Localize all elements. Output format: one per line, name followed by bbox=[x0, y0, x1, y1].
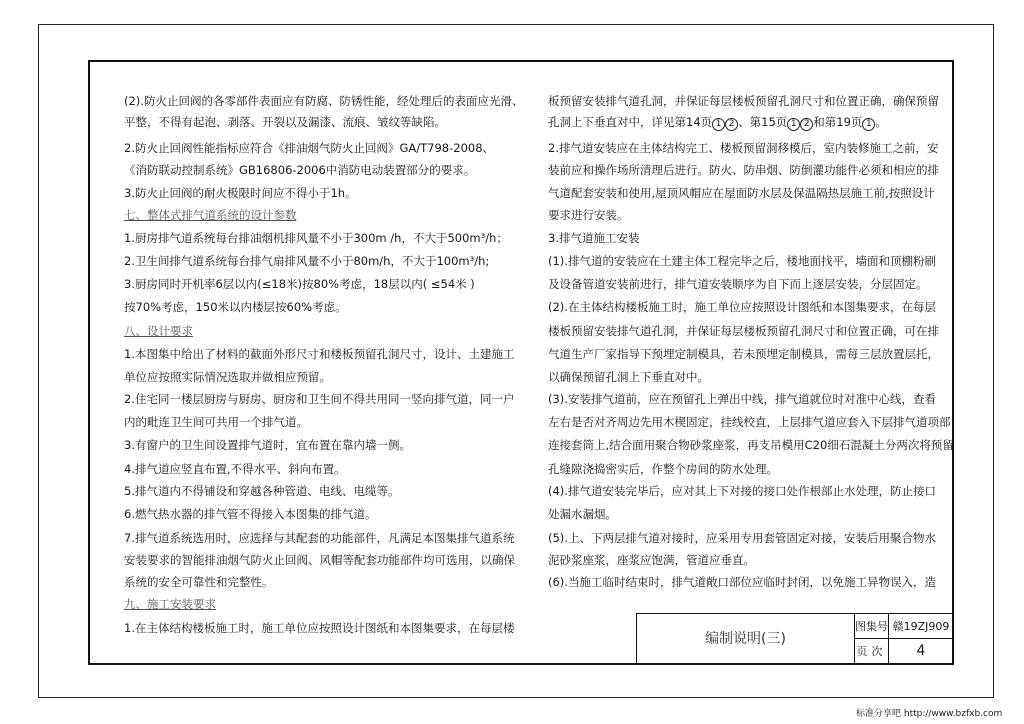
text-line: 2.排气道安装应在主体结构完工、楼板预留洞移模后，室内装修施工之前，安 bbox=[548, 141, 939, 155]
text-line: 3.防火止回阀的耐火极限时间应不得小于1h。 bbox=[124, 186, 357, 200]
section-heading-8: 八、设计要求 bbox=[124, 324, 193, 338]
text-line: 系统的安全可靠性和完整性。 bbox=[124, 575, 274, 589]
drawing-title: 编制说明(三) bbox=[637, 614, 855, 664]
atlas-number-label: 图集号 bbox=[855, 614, 889, 639]
text-line: 2.防火止回阀性能指标应符合《排油烟气防火止回阀》GA/T798-2008、 bbox=[124, 141, 495, 155]
text-line: 3.有窗户的卫生间设置排气道时，宜布置在靠内墙一侧。 bbox=[124, 438, 411, 452]
text-line: 泥砂浆座浆，座浆应饱满，管道应垂直。 bbox=[548, 553, 755, 567]
text-line: (2).在主体结构楼板施工时，施工单位应按照设计图纸和本图集要求，在每层 bbox=[548, 300, 936, 314]
text-line: 板预留安装排气道孔洞，并保证每层楼板预留孔洞尺寸和位置正确，确保预留 bbox=[548, 94, 939, 108]
text-line: 1.本图集中给出了材料的截面外形尺寸和楼板预留孔洞尺寸，设计、土建施工 bbox=[124, 347, 515, 361]
text-line: 气道生产厂家指导下预埋定制模具，若未预埋定制模具，需每三层放置层托， bbox=[548, 347, 939, 361]
text-line: 《消防联动控制系统》GB16806-2006中消防电动装置部分的要求。 bbox=[124, 163, 476, 177]
page-number-value: 4 bbox=[916, 643, 926, 659]
text-line: 平整，不得有起泡、剥落、开裂以及漏漆、流痕、皱纹等缺陷。 bbox=[124, 115, 446, 129]
site-watermark: 标准分享吧 http://www.bzfxb.com bbox=[856, 709, 1003, 719]
text-line: (4).排气道安装完毕后，应对其上下对接的接口处作根部止水处理，防止接口 bbox=[548, 484, 936, 498]
circled-ref: 2 bbox=[800, 118, 813, 131]
text-line: 1.厨房排气道系统每台排油烟机排风量不小于300m /h，不大于500m³/h； bbox=[124, 231, 508, 245]
text-line: (2).防火止回阀的各零部件表面应有防腐、防锈性能，经处理后的表面应光滑、 bbox=[124, 94, 524, 108]
text-line: 2.卫生间排气道系统每台排气扇排风量不小于80m/h，不大于100m³/h; bbox=[124, 254, 490, 268]
text-line: 左右是否对齐周边先用木楔固定，挂线校直，上层排气道应套入下层排气道项部 bbox=[548, 415, 951, 429]
text-line: 装前应和操作场所清理后进行。防火、防串烟、防倒灌功能件必须和相应的排 bbox=[548, 163, 939, 177]
text-line: (3).安装排气道前，应在预留孔上弹出中线，排气道就位时对准中心线，查看 bbox=[548, 392, 936, 406]
text-line: 3.排气道施工安装 bbox=[548, 231, 640, 245]
text-line: 3.厨房同时开机率6层以内(≤18米)按80%考虑，18层以内( ≤54米 ) bbox=[124, 277, 475, 291]
text-line: 连接套筒上,结合面用聚合物砂浆座浆，再支吊模用C20细石混凝土分两次将预留 bbox=[548, 438, 954, 452]
circled-ref: 1 bbox=[712, 118, 725, 131]
text-line-with-refs: 孔洞上下垂直对中，详见第14页 1 2 、第15页 1 2 和第19页 1 。 bbox=[548, 115, 887, 129]
section-heading-9: 九、施工安装要求 bbox=[124, 597, 216, 611]
text-line: (5).上、下两层排气道对接时，应采用专用套管固定对接，安装后用聚合物水 bbox=[548, 531, 936, 545]
circled-ref: 2 bbox=[725, 118, 738, 131]
text-line: 5.排气道内不得铺设和穿越各种管道、电线、电缆等。 bbox=[124, 484, 400, 498]
text-line: 6.燃气热水器的排气管不得接入本图集的排气道。 bbox=[124, 507, 377, 521]
page-number-label: 页次 bbox=[855, 639, 889, 664]
text-line: (1).排气道的安装应在土建主体工程完毕之后，楼地面找平，墙面和顶棚粉刷 bbox=[548, 254, 936, 268]
text-line: 处漏水漏烟。 bbox=[548, 507, 617, 521]
text-line: 孔缝隙浇捣密实后，作整个房间的防水处理。 bbox=[548, 462, 778, 476]
text-line: 2.住宅同一楼层厨房与厨房、厨房和卫生间不得共用同一竖向排气道，同一户 bbox=[124, 392, 515, 406]
text-line: 安装要求的智能排油烟气防火止回阀、风帽等配套功能部件均可选用，以确保 bbox=[124, 553, 515, 567]
atlas-number-value: 赣19ZJ909 bbox=[889, 614, 953, 639]
text-line: 1.在主体结构楼板施工时，施工单位应按照设计图纸和本图集要求，在每层楼 bbox=[124, 621, 515, 635]
text-line: 按70%考虑，150米以内楼层按60%考虑。 bbox=[124, 300, 347, 314]
section-heading-7: 七、整体式排气道系统的设计参数 bbox=[124, 208, 297, 222]
circled-ref: 1 bbox=[862, 118, 875, 131]
text-line: 单位应按照实际情况选取并做相应预留。 bbox=[124, 370, 331, 384]
text-line: (6).当施工临时结束时，排气道敞口部位应临时封闭，以免施工异物误入，造 bbox=[548, 575, 936, 589]
title-block bbox=[636, 613, 954, 663]
text-line: 4.排气道应竖直布置,不得水平、斜向布置。 bbox=[124, 462, 346, 476]
text-line: 7.排气道系统选用时，应选择与其配套的功能部件，凡满足本图集排气道系统 bbox=[124, 531, 515, 545]
text-line: 及设备管道安装前进行，排气道安装顺序为自下而上逐层安装，分层固定。 bbox=[548, 277, 928, 291]
text-line: 楼板预留安装排气道孔洞，并保证每层楼板预留孔洞尺寸和位置正确，可在排 bbox=[548, 324, 939, 338]
text-line: 气道配套安装和使用,屋顶风帽应在屋面防水层及保温隔热层施工前,按照设计 bbox=[548, 186, 935, 200]
text-line: 以确保预留孔洞上下垂直对中。 bbox=[548, 370, 709, 384]
text-line: 内的毗连卫生间可共用一个排气道。 bbox=[124, 415, 308, 429]
text-line: 要求进行安装。 bbox=[548, 208, 629, 222]
circled-ref: 1 bbox=[787, 118, 800, 131]
